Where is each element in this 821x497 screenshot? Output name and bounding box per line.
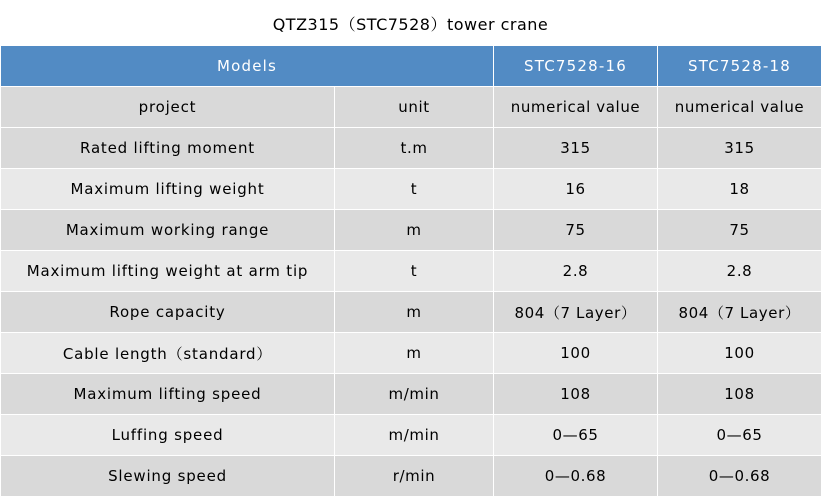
- table-header-row: [1, 46, 821, 87]
- row-value-1: 315: [494, 128, 658, 169]
- row-label: Maximum lifting speed: [1, 374, 335, 415]
- row-value-2: 804（7 Layer）: [658, 292, 821, 333]
- row-value-2: 2.8: [658, 251, 821, 292]
- row-label: Slewing speed: [1, 456, 335, 497]
- row-value-1: 0—0.68: [494, 456, 658, 497]
- row-value-2: 0—65: [658, 415, 821, 456]
- table-row: [1, 292, 821, 333]
- row-label: Maximum lifting weight at arm tip: [1, 251, 335, 292]
- subheader-cell-value-1: numerical value: [494, 87, 658, 128]
- row-value-2: 100: [658, 333, 821, 374]
- row-unit: t: [335, 169, 494, 210]
- table-body: [1, 128, 821, 497]
- row-value-2: 315: [658, 128, 821, 169]
- row-value-1: 100: [494, 333, 658, 374]
- table-row: [1, 169, 821, 210]
- row-unit: m/min: [335, 374, 494, 415]
- row-value-1: 75: [494, 210, 658, 251]
- row-label: Maximum lifting weight: [1, 169, 335, 210]
- row-unit: t: [335, 251, 494, 292]
- header-cell-model-2: STC7528-18: [658, 46, 821, 87]
- table-row: [1, 415, 821, 456]
- header-cell-model-1: STC7528-16: [494, 46, 658, 87]
- subheader-cell-unit: unit: [335, 87, 494, 128]
- row-label: Maximum working range: [1, 210, 335, 251]
- table-row: [1, 456, 821, 497]
- table-row: [1, 128, 821, 169]
- row-label: Rope capacity: [1, 292, 335, 333]
- subheader-cell-project: project: [1, 87, 335, 128]
- row-value-2: 108: [658, 374, 821, 415]
- title-bar: [0, 0, 821, 45]
- table-row: [1, 210, 821, 251]
- row-unit: m: [335, 333, 494, 374]
- row-value-1: 2.8: [494, 251, 658, 292]
- row-label: Cable length（standard）: [1, 333, 335, 374]
- row-value-1: 108: [494, 374, 658, 415]
- row-unit: t.m: [335, 128, 494, 169]
- row-value-1: 0—65: [494, 415, 658, 456]
- table-row: [1, 374, 821, 415]
- row-value-1: 804（7 Layer）: [494, 292, 658, 333]
- row-value-2: 0—0.68: [658, 456, 821, 497]
- row-unit: m: [335, 292, 494, 333]
- row-label: Luffing speed: [1, 415, 335, 456]
- table-row: [1, 251, 821, 292]
- page-title: QTZ315（STC7528）tower crane: [0, 0, 821, 45]
- row-value-1: 16: [494, 169, 658, 210]
- subheader-cell-value-2: numerical value: [658, 87, 821, 128]
- specifications-table: [0, 45, 821, 497]
- row-value-2: 75: [658, 210, 821, 251]
- table-subheader-row: [1, 87, 821, 128]
- row-unit: r/min: [335, 456, 494, 497]
- row-unit: m: [335, 210, 494, 251]
- row-label: Rated lifting moment: [1, 128, 335, 169]
- row-unit: m/min: [335, 415, 494, 456]
- table-row: [1, 333, 821, 374]
- row-value-2: 18: [658, 169, 821, 210]
- header-cell-models: Models: [1, 46, 494, 87]
